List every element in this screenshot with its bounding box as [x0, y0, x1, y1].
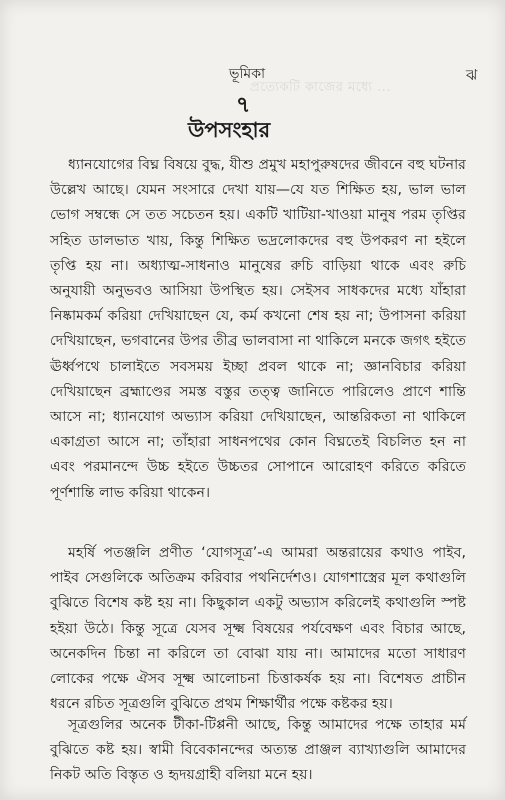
paragraph-3: সূত্রগুলির অনেক টীকা-টিপ্পনী আছে, কিন্তু আমাদের পক্ষে তাহার মর্ম বুঝিতে কষ্ট হয়। স্বামী বিবেকানন্দের অত্যন্ত প্রাঞ্জল ব্যাখ্যাগুলি আমাদের নিকট অতি বিস্তৃত ও হৃদয়গ্রাহী বলিয়া মনে হয়।: [50, 717, 466, 784]
paragraph-2: মহর্ষি পতঞ্জলি প্রণীত ‘যোগসূত্র’-এ আমরা অন্তরায়ের কথাও পাইব, পাইব সেগুলিকে অতিক্রম করিবার পথনির্দেশও। যোগশাস্ত্রের মূল কথাগুলি বুঝিতে বিশেষ কষ্ট হয় না। কিছুকাল একটু অভ্যাস করিলেই কথাগুলি স্পষ্ট হইয়া উঠে। কিন্তু সূত্রে যেসব সূক্ষ্ম বিষয়ের পর্যবেক্ষণ এবং বিচার আছে, অনেকদিন চিন্তা না করিলে তা বোঝা যায় না। আমাদের মতো সাধারণ লোকের পক্ষে ঐসব সূক্ষ্ম আলোচনা চিত্তাকর্ষক হয় না। বিশেষত প্রাচীন ধরনে রচিত সূত্রগুলি বুঝিতে প্রথম শিক্ষার্থীর পক্ষে কষ্টকর হয়।: [50, 545, 466, 713]
chapter-number: ৭: [236, 93, 251, 118]
page-number: ঝ: [466, 66, 478, 84]
paragraph-1: ধ্যানযোগের বিঘ্ন বিষয়ে বুদ্ধ, যীশু প্রমুখ মহাপুরুষদের জীবনে বহু ঘটনার উল্লেখ আছে। যেমন সংসারে দেখা যায়—যে যত শিক্ষিত হয়, ভাল ভাল ভোগ সম্বন্ধে সে তত সচেতন হয়। একটি খাটিয়া-খাওয়া মানুষ পরম তৃপ্তির সহিত ডালভাত খায়, কিন্তু শিক্ষিত ভদ্রলোকদের বহু উপকরণ না হইলে তৃপ্তি হয় না। অধ্যাত্ম-সাধনাও মানুষের রুচি বাড়িয়া থাকে এবং রুচি অনুযায়ী অনুভবও আসিয়া উপস্থিত হয়। সেইসব সাধকদের মধ্যে যাঁহারা নিষ্কামকর্ম করিয়া দেখিয়াছেন যে, কর্ম কখনো শেষ হয় না; উপাসনা করিয়া দেখিয়াছেন, ভগবানের উপর তীব্র ভালবাসা না থাকিলে মনকে জগৎ হইতে ঊর্ধ্বপথে চালাইতে সবসময় ইচ্ছা প্রবল থাকে না; জ্ঞানবিচার করিয়া দেখিয়াছেন ব্রহ্মাণ্ডের সমস্ত বস্তুর তত্ত্ব জানিতে পারিলেও প্রাণে শান্তি আসে না; ধ্যানযোগ অভ্যাস করিয়া দেখিয়াছেন, আন্তরিকতা না থাকিলে একাগ্রতা আসে না; তাঁহারা সাধনপথের কোন বিঘ্নতেই বিচলিত হন না এবং পরমানন্দে উচ্চ হইতে উচ্চতর সোপানে আরোহণ করিতে করিতে পূর্ণশান্তি লাভ করিয়া থাকেন।: [50, 157, 466, 501]
chapter-title: উপসংহার: [188, 118, 271, 142]
running-head: ভূমিকা: [229, 66, 266, 82]
bleed-through-text: প্রত্যেকটি কাজের মধ্যে ...: [250, 80, 392, 95]
